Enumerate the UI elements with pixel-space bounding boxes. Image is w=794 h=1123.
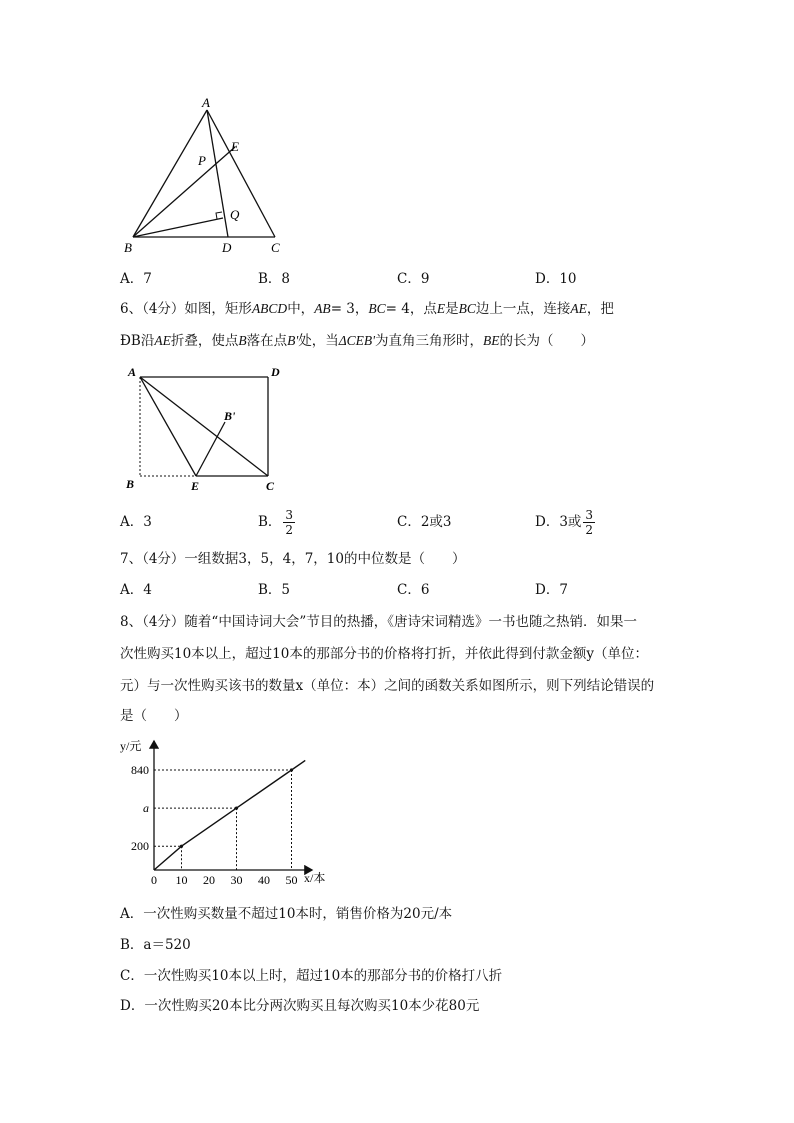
q6-line-2: ÐB沿AE折叠，使点B落在点B'处，当ΔCEB'为直角三角形时，BE的长为（ ） bbox=[120, 333, 595, 349]
q6-option-d[interactable]: D．3或 $\frac{3}{2}$ bbox=[535, 508, 594, 537]
q7-option-d[interactable]: D．7 bbox=[535, 582, 568, 598]
q5-option-a[interactable]: A．7 bbox=[120, 271, 152, 287]
q8-option-b[interactable]: B．a＝520 bbox=[120, 937, 191, 953]
q6-option-c[interactable]: C．2或3 bbox=[397, 514, 452, 530]
q7-option-b[interactable]: B．5 bbox=[258, 582, 291, 598]
label-c: C bbox=[266, 479, 275, 493]
q6-line-1: 6、（4分）如图，矩形ABCD中，AB= 3，BC= 4，点E是BC边上一点，连接AE，把 bbox=[120, 301, 614, 317]
segment-be bbox=[133, 147, 235, 237]
label-e: E bbox=[231, 139, 239, 154]
series-line bbox=[154, 760, 305, 870]
fraction-three-halves: $\frac{3}{2}$ bbox=[285, 508, 294, 537]
segment-ae bbox=[140, 377, 196, 476]
q5-option-c[interactable]: C．9 bbox=[397, 271, 430, 287]
q8-line-4: 是（ ） bbox=[120, 708, 188, 724]
label-p: P bbox=[198, 153, 206, 168]
q6-option-a[interactable]: A．3 bbox=[120, 514, 152, 530]
q6-option-b[interactable]: B． $\frac{3}{2}$ bbox=[258, 508, 294, 537]
x-tick-label: 20 bbox=[203, 873, 215, 887]
x-tick-label: 50 bbox=[285, 873, 298, 887]
y-axis-label: y/元 bbox=[120, 739, 142, 753]
x-tick-label: 0 bbox=[151, 873, 157, 887]
q8-option-a[interactable]: A．一次性购买数量不超过10本时，销售价格为20元/本 bbox=[120, 906, 453, 922]
label-b-prime: B' bbox=[224, 409, 236, 423]
fraction-three-halves: $\frac{3}{2}$ bbox=[585, 508, 594, 537]
segment-bq bbox=[133, 218, 223, 237]
label-d: D bbox=[271, 365, 280, 379]
label-e: E bbox=[191, 479, 200, 493]
x-tick-label: 10 bbox=[175, 873, 188, 887]
q7-option-a[interactable]: A．4 bbox=[120, 582, 152, 598]
label-c: C bbox=[271, 240, 280, 255]
q8-line-1: 8、（4分）随着“中国诗词大会”节目的热播，《唐诗宋词精选》一书也随之热销．如果一 bbox=[120, 614, 637, 630]
data-point-50 bbox=[290, 768, 293, 771]
label-a: A bbox=[202, 95, 210, 110]
x-tick-label: 40 bbox=[258, 873, 270, 887]
q8-option-d[interactable]: D．一次性购买20本比分两次购买且每次购买10本少花80元 bbox=[120, 998, 480, 1014]
label-b: B bbox=[126, 477, 135, 491]
side-ab bbox=[133, 110, 207, 237]
rectangle-figure bbox=[118, 362, 293, 497]
q7-option-c[interactable]: C．6 bbox=[397, 582, 430, 598]
x-tick-label: 30 bbox=[230, 873, 243, 887]
label-b: B bbox=[124, 240, 132, 255]
q8-line-2: 次性购买10本以上，超过10本的那部分书的价格将打折，并依此得到付款金额y（单位： bbox=[120, 646, 648, 662]
q8-option-c[interactable]: C．一次性购买10本以上时，超过10本的那部分书的价格打八折 bbox=[120, 968, 503, 984]
triangle-figure bbox=[118, 95, 298, 260]
q5-option-b[interactable]: B．8 bbox=[258, 271, 291, 287]
price-function-chart bbox=[118, 735, 343, 890]
q8-line-3: 元）与一次性购买该书的数量x（单位：本）之间的函数关系如图所示，则下列结论错误的 bbox=[120, 678, 655, 694]
q5-option-d[interactable]: D．10 bbox=[535, 271, 577, 287]
label-d: D bbox=[222, 240, 232, 255]
y-tick-label: 840 bbox=[131, 763, 149, 777]
label-q: Q bbox=[230, 207, 240, 222]
q7-question: 7、（4分）一组数据3，5，4，7，10的中位数是（ ） bbox=[120, 551, 466, 567]
y-tick-label: a bbox=[143, 801, 149, 816]
segment-eb-prime bbox=[196, 422, 225, 476]
label-a: A bbox=[128, 365, 137, 379]
y-tick-label: 200 bbox=[131, 839, 149, 854]
data-point-10 bbox=[180, 845, 183, 848]
data-point-30 bbox=[235, 806, 238, 809]
x-axis-label: x/本 bbox=[304, 871, 326, 885]
